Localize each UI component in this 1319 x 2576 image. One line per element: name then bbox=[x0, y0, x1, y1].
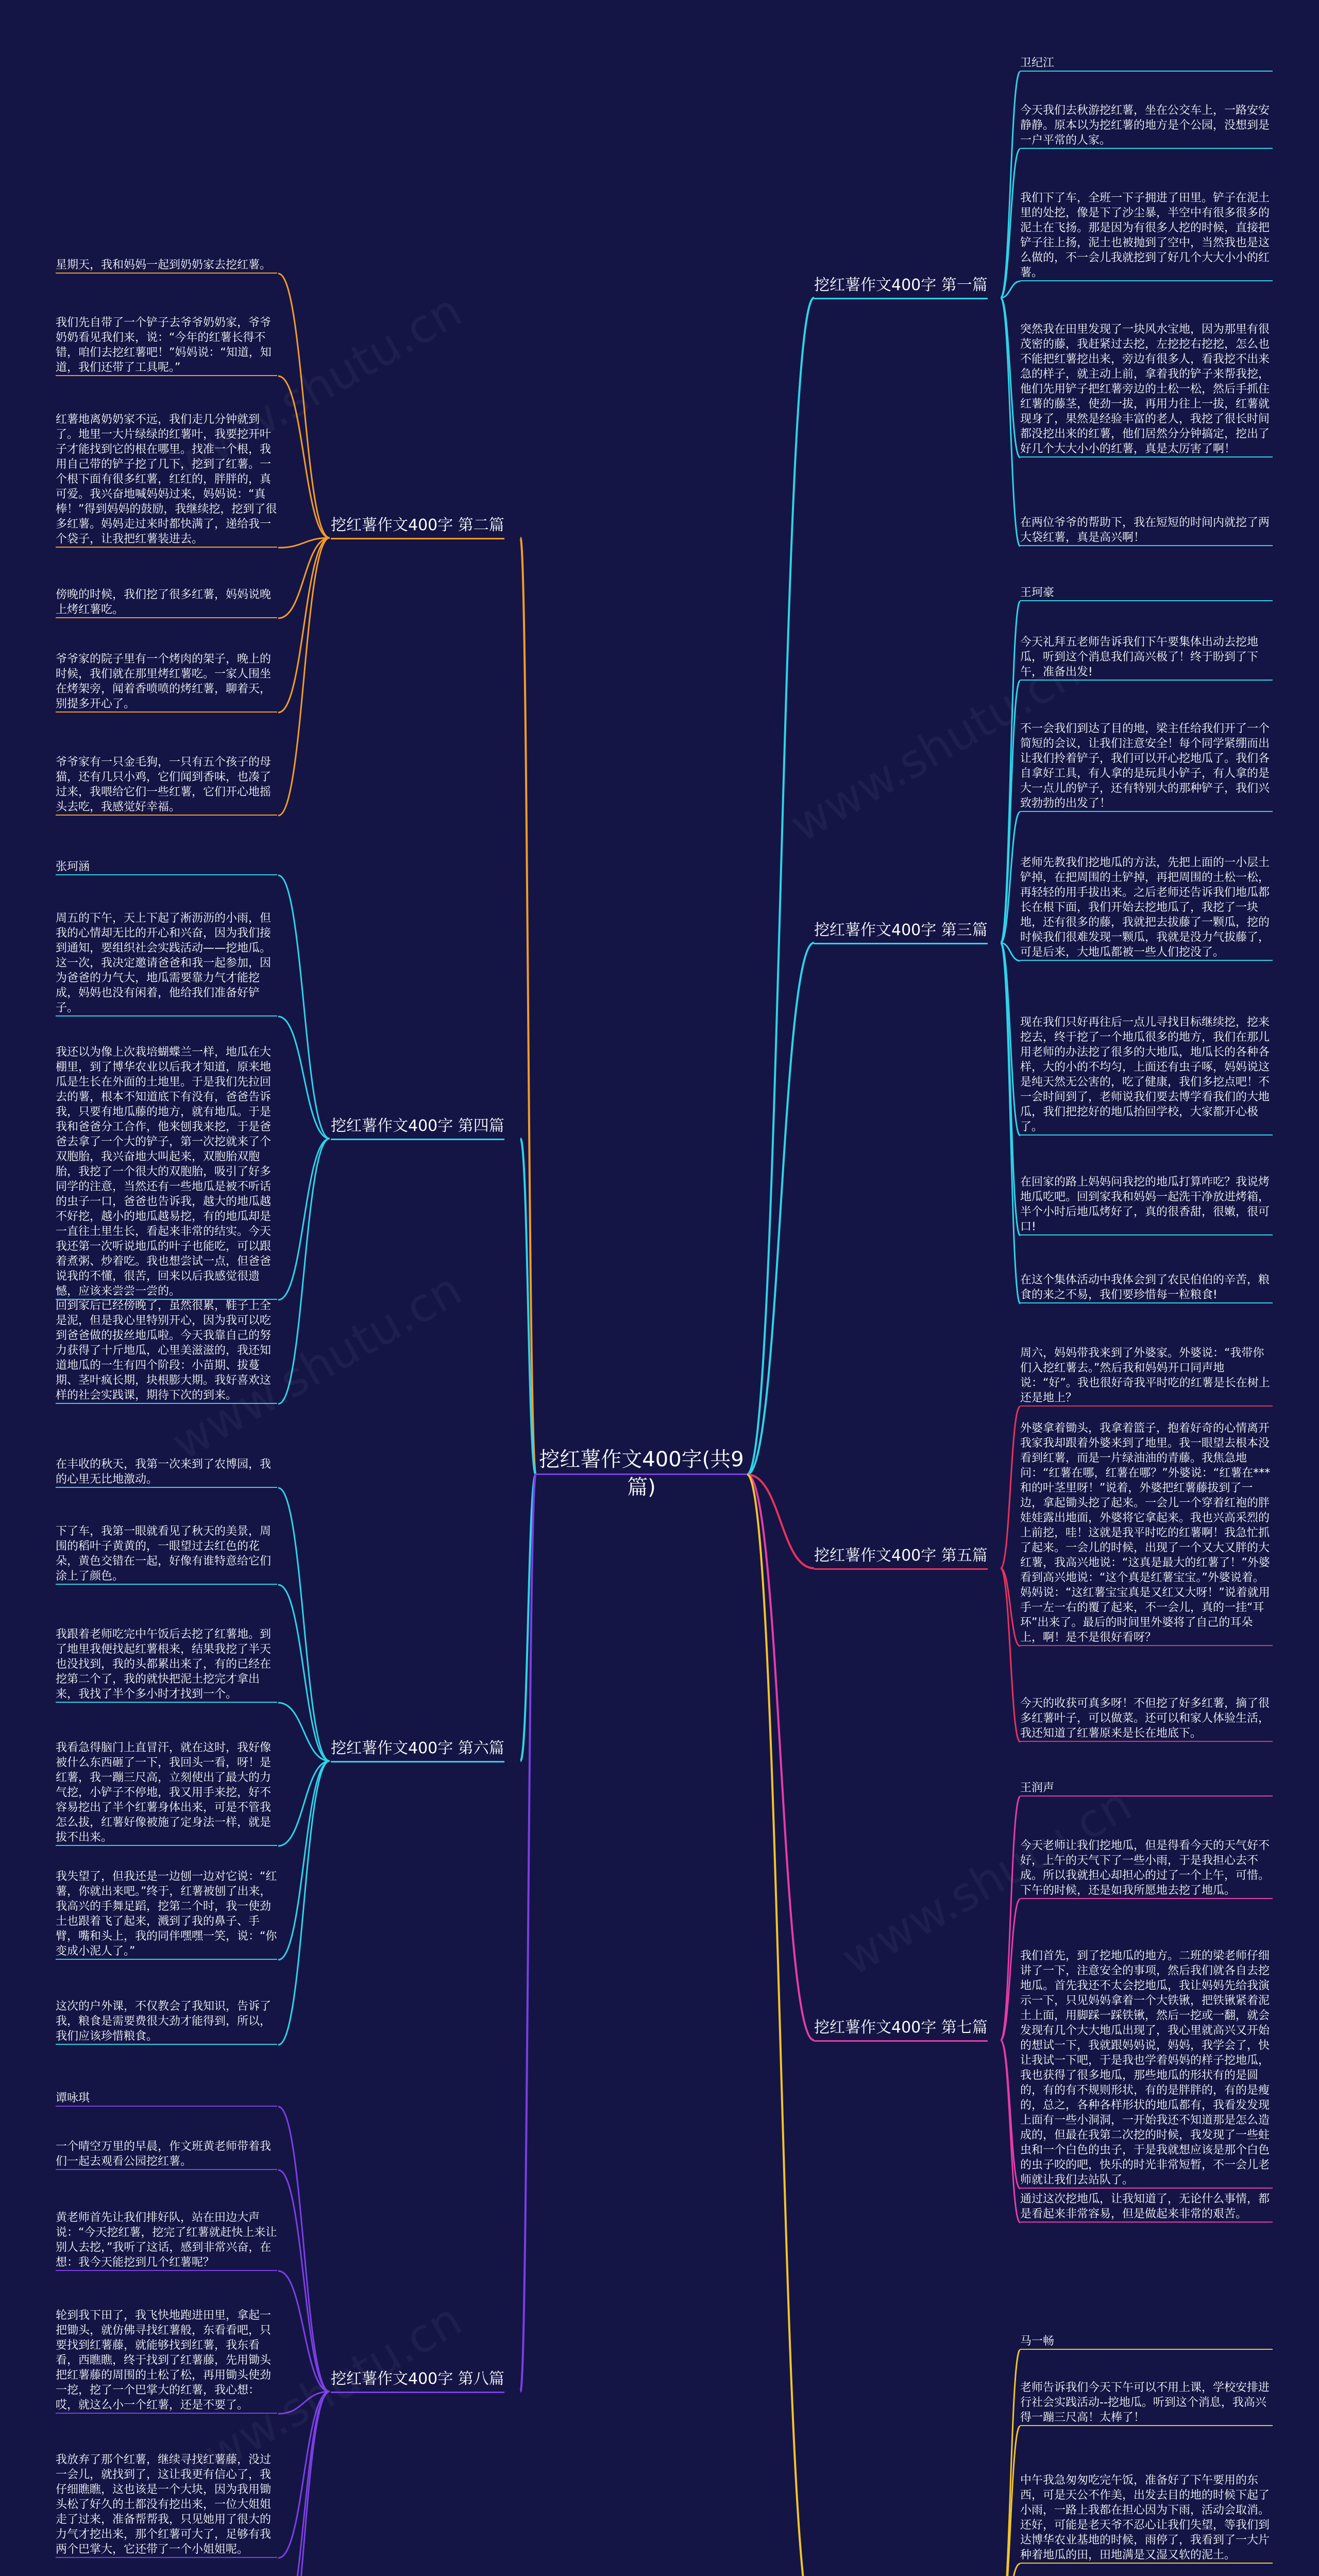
leaf-connector bbox=[278, 2170, 330, 2392]
branch-topic-1: 挖红薯作文400字 第一篇 bbox=[814, 275, 988, 299]
leaf-text: 马一畅 bbox=[1020, 2334, 1273, 2350]
leaf-connector bbox=[1001, 2040, 1020, 2189]
branch-topic-5: 挖红薯作文400字 第五篇 bbox=[814, 1546, 988, 1570]
leaf-text: 我还以为像上次栽培蝴蝶兰一样，地瓜在大棚里，到了博华农业以后我才知道，原来地瓜是生长在外面的土地里。于是我们先拉回去的薯，根本不知道底下有没有，爸爸告诉我，只要有地瓜藤的地方，就有地瓜。于是我和爸爸分工合作，他来刨我来挖，于是爸爸去拿了一个大的铲子，第一次挖就来了个双胞胎，我兴奋地大叫起来，双胞胎双胞胎，我挖了一个很大的双胞胎，吸引了好多同学的注意，当然还有一些地瓜是被不听话的虫子一口，爸爸也告诉我，越大的地瓜越不好挖，越小的地瓜越易挖，有的地瓜却是一直往土里生长，看起来非常的结实。今天我还第一次听说地瓜的叶子也能吃，可以跟着煮粥、炒着吃。我也想尝试一点，但爸爸说我的不懂，很苦，回来以后我感觉很遗憾，应该来尝尝一尝的。 bbox=[56, 1045, 277, 1300]
leaf-text: 周五的下午，天上下起了淅沥沥的小雨，但我的心情却无比的开心和兴奋，因为我们接到通知，要组织社会实践活动——挖地瓜。这一次，我决定邀请爸爸和我一起参加，因为爸爸的力气大，地瓜需要靠力气才能挖成，妈妈也没有闲着，他给我们准备好铲子。 bbox=[56, 911, 277, 1016]
leaf-connector bbox=[1001, 298, 1020, 546]
leaf-connector bbox=[1001, 681, 1020, 943]
leaf-text: 我看急得脑门上直冒汗，就在这时，我好像被什么东西砸了一下，我回头一看，呀！是红薯，我一蹦三尺高，立刻使出了最大的力气挖，小铲子不停地，我又用手来挖，好不容易挖出了半个红薯身体出来，可是不管我怎么拔，红薯好像被施了定身法一样，就是拔不出来。 bbox=[56, 1740, 277, 1846]
leaf-connector bbox=[1001, 1568, 1020, 1646]
leaf-text: 红薯地离奶奶家不远，我们走几分钟就到了。地里一大片绿绿的红薯叶，我要挖开叶子才能找到它的根在哪里。找准一个根，我用自己带的铲子挖了几下，挖到了红薯。一个根下面有很多红薯，红红的，胖胖的，真可爱。我兴奋地喊妈妈过来，妈妈说：“真棒！”得到妈妈的鼓励，我继续挖，挖到了很多红薯。妈妈走过来时都快满了，递给我一个袋子，让我把红薯装进去。 bbox=[56, 412, 277, 548]
leaf-text: 不一会我们到达了目的地，梁主任给我们开了一个简短的会议，让我们注意安全！每个同学紧绷而出让我们拎着铲子，我们可以开心挖地瓜了。我们各自拿好工具，有人拿的是玩具小铲子，有人拿的是大一点儿的铲子，还有特别大的那种铲子，我们兴致勃勃的出发了！ bbox=[1020, 721, 1273, 812]
leaf-text: 老师告诉我们今天下午可以不用上课，学校安排进行社会实践活动--挖地瓜。听到这个消息，我高兴得一蹦三尺高！太棒了！ bbox=[1020, 2380, 1273, 2426]
leaf-connector bbox=[278, 538, 330, 713]
leaf-text: 在回家的路上妈妈问我挖的地瓜打算咋吃？我说烤地瓜吃吧。回到家我和妈妈一起洗干净放进烤箱，半个小时后地瓜烤好了，真的很香甜，很嫩，很可口! bbox=[1020, 1175, 1273, 1235]
root-topic: 挖红薯作文400字(共9篇) bbox=[536, 1446, 747, 1475]
leaf-connector bbox=[278, 1761, 330, 1846]
leaf-text: 今天我们去秋游挖红薯，坐在公交车上，一路安安静静。原本以为挖红薯的地方是个公园，没想到是一户平常的人家。 bbox=[1020, 103, 1273, 149]
leaf-text: 我失望了，但我还是一边刨一边对它说：“红薯，你就出来吧。”终于，红薯被刨了出来，我高兴的手舞足蹈，挖第二个时，我一使劲土也跟着飞了起来，溅到了我的鼻子、手臂，嘴和头上，我的同伴嘿嘿一笑，说：“你变成小泥人了。” bbox=[56, 1869, 277, 1960]
leaf-text: 回到家后已经傍晚了，虽然很累，鞋子上全是泥，但是我心里特别开心，因为我可以吃到爸爸做的拔丝地瓜啦。今天我靠自己的努力获得了十斤地瓜，心里美滋滋的，我还知道地瓜的一生有四个阶段：小苗期、拔蔓期、茎叶疯长期，块根膨大期。我好喜欢这样的社会实践课，期待下次的到来。 bbox=[56, 1298, 277, 1404]
leaf-connector bbox=[278, 274, 330, 538]
leaf-text: 张珂涵 bbox=[56, 859, 277, 875]
branch-topic-3: 挖红薯作文400字 第三篇 bbox=[814, 920, 988, 944]
leaf-text: 星期天，我和妈妈一起到奶奶家去挖红薯。 bbox=[56, 258, 277, 274]
branch-topic-6: 挖红薯作文400字 第六篇 bbox=[331, 1738, 504, 1762]
leaf-text: 在两位爷爷的帮助下，我在短短的时间内就挖了两大袋红薯，真是高兴啊！ bbox=[1020, 515, 1273, 546]
leaf-connector bbox=[1001, 72, 1020, 298]
leaf-text: 外婆拿着锄头，我拿着篮子，抱着好奇的心情离开我家我却跟着外婆来到了地里。我一眼望去根本没看到红薯，而是一片绿油油的青藤。我焦急地问：“红薯在哪，红薯在哪？”外婆说：“红薯在***和的叶茎里呀！”说着，外婆把红薯藤拔到了一边，拿起锄头挖了起来。一会儿一个穿着红袍的胖娃娃露出地面，外婆将它拿起来。我也兴高采烈的上前挖，哇！这就是我平时吃的红薯啊！我急忙抓了起来。一会儿的时候，出现了一个又大又胖的大红薯，我高兴地说：“这真是最大的红薯了！”外婆看到高兴地说：“这个真是红薯宝宝。”外婆说着。妈妈说：“这红薯宝宝真是又红又大呀！”说着就用手一左一右的覆了起来，不一会儿，真的一挂“耳环”出来了。最后的时间里外婆将了自己的耳朵上，啊！是不是很好看呀？ bbox=[1020, 1421, 1273, 1646]
leaf-connector bbox=[278, 1761, 330, 1960]
leaf-text: 在丰收的秋天，我第一次来到了农博园，我的心里无比地激动。 bbox=[56, 1457, 277, 1488]
leaf-connector bbox=[1001, 1406, 1020, 1568]
branch-connector bbox=[747, 943, 814, 1475]
leaf-connector bbox=[1001, 2040, 1020, 2223]
leaf-connector bbox=[278, 1585, 330, 1761]
leaf-connector bbox=[278, 2107, 330, 2392]
leaf-text: 王润声 bbox=[1020, 1781, 1273, 1797]
leaf-connector bbox=[278, 2392, 330, 2576]
leaf-connector bbox=[278, 1016, 330, 1139]
leaf-text: 王珂豪 bbox=[1020, 585, 1273, 601]
leaf-connector bbox=[278, 2271, 330, 2392]
leaf-text: 今天礼拜五老师告诉我们下午要集体出动去挖地瓜，听到这个消息我们高兴极了！终于盼到了下午，准备出发! bbox=[1020, 635, 1273, 681]
leaf-text: 一个晴空万里的早晨，作文班黄老师带着我们一起去观看公园挖红薯。 bbox=[56, 2139, 277, 2170]
leaf-connector bbox=[1001, 2350, 1020, 2576]
leaf-text: 突然我在田里发现了一块风水宝地，因为那里有很茂密的藤，我赶紧过去挖，左挖挖右挖挖，怎么也不能把红薯挖出来，旁边有很多人，看我挖不出来急的样子，就主动上前，拿着我的铲子来帮我挖，他们先用铲子把红薯旁边的土松一松，然后手抓住红薯的藤茎，使劲一拔，再用力往上一拔，红薯就现身了，果然是经验丰富的老人，我挖了很长时间都没挖出来的红薯，他们居然分分钟搞定，挖出了好几个大大小小的红薯，真是太厉害了啊！ bbox=[1020, 322, 1273, 457]
leaf-text: 现在我们只好再往后一点儿寻找目标继续挖，挖来挖去，终于挖了一个地瓜很多的地方，我们在那儿用老师的办法挖了很多的大地瓜，地瓜长的各种各样，大的小的不均匀，上面还有虫子啄，妈妈说这是纯天然无公害的，吃了健康，我们多挖点吧！不一会时间到了，老师说我们要去博学看我们的大地瓜，我们把挖好的地瓜抬回学校，大家都开心极了。 bbox=[1020, 1015, 1273, 1136]
branch-connector bbox=[747, 1475, 814, 2040]
leaf-text: 爷爷家有一只金毛狗，一只有五个孩子的母猫，还有几只小鸡，它们闻到香味，也凑了过来，我喂给它们一些红薯，它们开心地摇头去吃，我感觉好幸福。 bbox=[56, 755, 277, 816]
leaf-text: 这次的户外课，不仅教会了我知识，告诉了我，粮食是需要费很大劲才能得到，所以，我们应该珍惜粮食。 bbox=[56, 1999, 277, 2045]
branch-topic-2: 挖红薯作文400字 第二篇 bbox=[331, 515, 504, 539]
leaf-text: 通过这次挖地瓜，让我知道了，无论什么事情，都是看起来非常容易，但是做起来非常的艰苦。 bbox=[1020, 2192, 1273, 2223]
leaf-connector bbox=[1001, 601, 1020, 943]
leaf-text: 黄老师首先让我们排好队，站在田边大声说：“今天挖红薯，挖完了红薯就赶快上来让别人去挖，”我听了这话，感到非常兴奋，在想：我今天能挖到几个红薯呢？ bbox=[56, 2210, 277, 2271]
leaf-connector bbox=[278, 538, 330, 618]
leaf-text: 老师先教我们挖地瓜的方法，先把上面的一小层土铲掉，在把周围的土铲掉，再把周围的土松一松，再轻轻的用手拔出来。之后老师还告诉我们地瓜都长在根下面，我们开始去挖地瓜了，我挖了一块地，还有很多的藤，我就把去拔藤了一颗瓜，挖的时候我们很难发现一颗瓜，我就是没力气拔藤了，可是后来，大地瓜都被一些人们挖没了。 bbox=[1020, 855, 1273, 961]
leaf-text: 我放弃了那个红薯，继续寻找红薯藤，没过一会儿，就找到了，这让我更有信心了，我仔细瞧瞧，这也该是一个大块，因为我用锄头松了好久的土都没有挖出来，一位大姐姐走了过来，准备帮帮我，只见她用了很大的力气才挖出来，那个红薯可大了，足够有我两个巴掌大，它还带了一个小姐姐呢。 bbox=[56, 2452, 277, 2558]
leaf-connector bbox=[1001, 1797, 1020, 2040]
leaf-text: 我们下了车，全班一下子拥进了田里。铲子在泥土里的处挖，像是下了沙尘暴，半空中有很多很多的泥土在飞扬。那是因为有很多人挖的时候，直接把铲子往上扬，泥土也被抛到了空中，当然我也是这么做的，不一会儿我就挖到了好几个大大小小的红薯。 bbox=[1020, 191, 1273, 281]
leaf-text: 我跟着老师吃完中午饭后去挖了红薯地。到了地里我便找起红薯根来，结果我挖了半天也没找到，我的头都累出来了，有的已经在挖第二个了，我的就快把泥土挖完才拿出来，我找了半个多小时才找到一个。 bbox=[56, 1627, 277, 1703]
leaf-text: 下了车，我第一眼就看见了秋天的美景，周围的稻叶子黄黄的，一眼望过去红色的花朵，黄色交错在一起，好像有谁特意给它们涂上了颜色。 bbox=[56, 1524, 277, 1585]
leaf-text: 谭咏琪 bbox=[56, 2091, 277, 2107]
leaf-text: 今天老师让我们挖地瓜，但是得看今天的天气好不好，上午的天气下了一些小雨，于是我担心去不成。所以我就担心却担心的过了一个上午，可惜。下午的时候，还是如我所愿地去挖了地瓜。 bbox=[1020, 1838, 1273, 1899]
leaf-text: 中午我急匆匆吃完午饭，准备好了下午要用的东西，可是天公不作美，出发去目的地的时候下起了小雨，一路上我都在担心因为下雨，活动会取消。还好，可能是老天爷不忍心让我们失望，等我们到达博华农业基地的时候，雨停了，我看到了一大片种着地瓜的田，田地满是又湿又软的泥土。 bbox=[1020, 2473, 1273, 2564]
leaf-text: 在这个集体活动中我体会到了农民伯伯的辛苦，粮食的来之不易，我们要珍惜每一粒粮食! bbox=[1020, 1273, 1273, 1303]
leaf-text: 傍晚的时候，我们挖了很多红薯，妈妈说晚上烤红薯吃。 bbox=[56, 587, 277, 618]
branch-connector bbox=[747, 298, 814, 1475]
leaf-connector bbox=[1001, 943, 1020, 1235]
leaf-connector bbox=[1001, 1568, 1020, 1742]
leaf-text: 我们首先，到了挖地瓜的地方。二班的梁老师仔细讲了一下，注意安全的事项，然后我们就各自去挖地瓜。首先我还不太会挖地瓜，我让妈妈先给我演示一下，只见妈妈拿着一个大铁锹，把铁锹紧着泥土上面，用脚踩一踩铁锹，然后一挖或一翻，就会发现有几个大大地瓜出现了，我心里就高兴又开始的想试一下，我就跟妈妈说，妈妈，我学会了，快让我试一下吧，于是我也学着妈妈的样子挖地瓜，我也获得了很多地瓜，那些地瓜的形状有的是圆的，有的有不规则形状，有的是胖胖的，有的是瘦的，总之，各种各样形状的地瓜都有，我看发发现上面有一些小洞洞，一开始我还不知道那是怎么造成的，但最在我第二次挖的时候，我发现了一些蛀虫和一个白色的虫子，于是我就想应该是那个白色的虫子咬的吧，快乐的时光非常短暂，不一会儿老师就让我们去站队了。 bbox=[1020, 1948, 1273, 2189]
leaf-text: 爷爷家的院子里有一个烤肉的架子，晚上的时候，我们就在那里烤红薯吃。一家人围坐在烤架旁，闻着香喷喷的烤红薯，聊着天，别提多开心了。 bbox=[56, 652, 277, 713]
branch-connector bbox=[747, 1475, 814, 2576]
leaf-connector bbox=[1001, 943, 1020, 1303]
leaf-text: 今天的收获可真多呀！不但挖了好多红薯，摘了很多红薯叶子，可以做菜。还可以和家人体验生活，我还知道了红薯原来是长在地底下。 bbox=[1020, 1696, 1273, 1742]
leaf-connector bbox=[278, 875, 330, 1139]
branch-topic-8: 挖红薯作文400字 第八篇 bbox=[331, 2369, 504, 2393]
leaf-connector bbox=[1001, 2564, 1020, 2576]
leaf-text: 轮到我下田了，我飞快地跑进田里，拿起一把锄头，就仿佛寻找红薯般，东看看吧，只要找到红薯藤，就能够找到红薯，我东看看，西瞧瞧，终于找到了红薯藤，先用锄头把红薯藤的周围的土松了松，再用锄头使劲一挖，挖了一个巴掌大的红薯，我心想：哎，就这么小一个红薯，还是不要了。 bbox=[56, 2308, 277, 2414]
leaf-text: 卫纪江 bbox=[1020, 56, 1273, 72]
leaf-connector bbox=[278, 2392, 330, 2558]
leaf-text: 周六，妈妈带我来到了外婆家。外婆说：“我带你们入挖红薯去。”然后我和妈妈开口同声地说：“好”。我也很好奇我平时吃的红薯是长在树上还是地上？ bbox=[1020, 1346, 1273, 1406]
branch-topic-7: 挖红薯作文400字 第七篇 bbox=[814, 2018, 988, 2042]
branch-topic-4: 挖红薯作文400字 第四篇 bbox=[331, 1116, 504, 1140]
leaf-text: 我们先自带了一个铲子去爷爷奶奶家，爷爷奶奶看见我们来，说：“今年的红薯长得不错，咱们去挖红薯吧！”妈妈说：“知道，知道，我们还带了工具呢。” bbox=[56, 315, 277, 376]
leaf-connector bbox=[278, 1139, 330, 1404]
leaf-connector bbox=[278, 1488, 330, 1761]
